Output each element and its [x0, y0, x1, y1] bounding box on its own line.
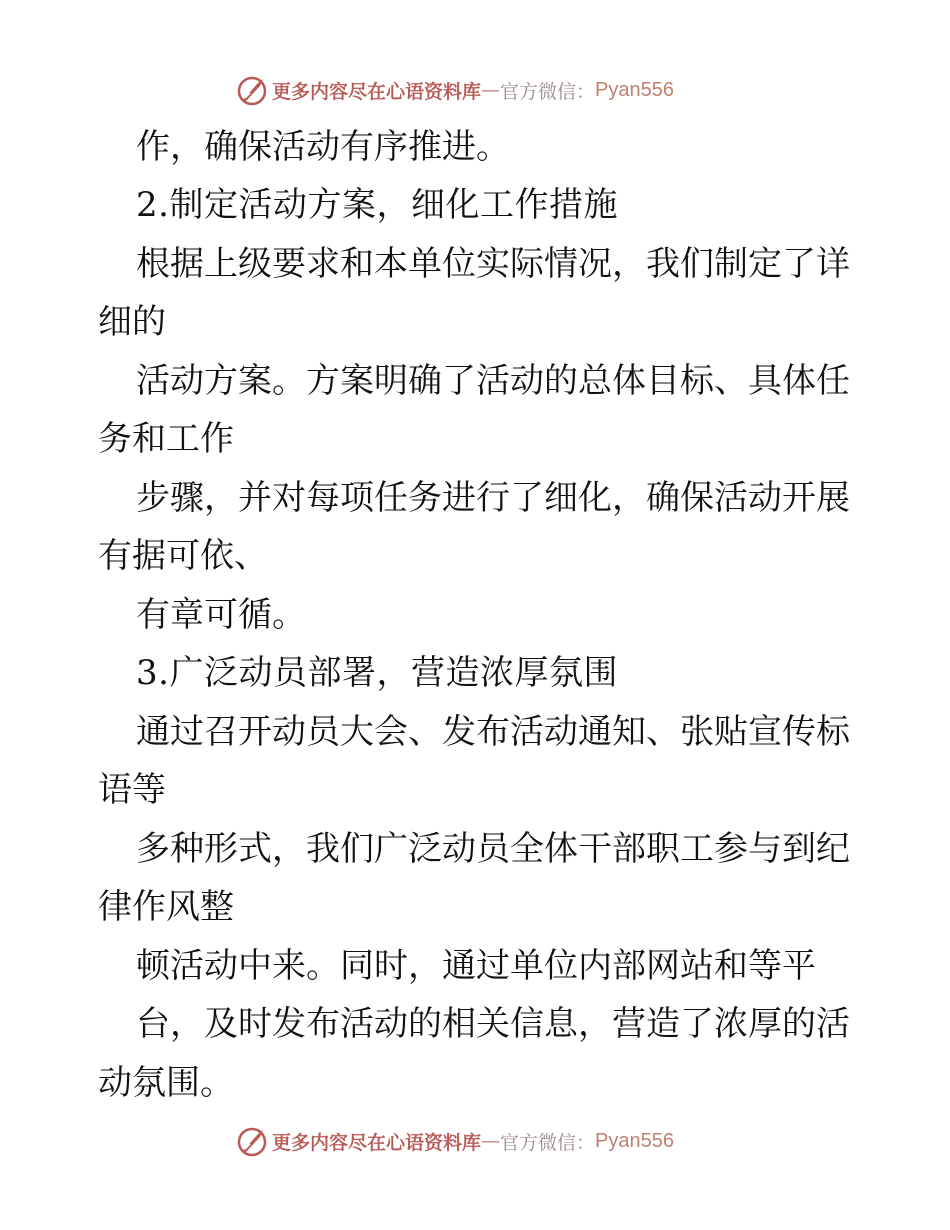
body-line: 有据可依、 — [98, 536, 268, 576]
body-line: 根据上级要求和本单位实际情况，我们制定了详 — [136, 244, 850, 284]
footer-banner — [236, 1124, 674, 1158]
body-line: 通过召开动员大会、发布活动通知、张贴宣传标 — [136, 712, 850, 752]
quill-pen-logo-icon — [236, 74, 268, 106]
banner-separator: — — [481, 79, 501, 101]
body-line: 作，确保活动有序推进。 — [136, 127, 510, 167]
body-line: 务和工作 — [98, 419, 234, 459]
body-line: 多种形式，我们广泛动员全体干部职工参与到纪 — [136, 829, 850, 869]
body-line: 细的 — [98, 302, 166, 342]
banner-text: 更多内容尽在心语资料库 — [272, 80, 482, 103]
banner-wechat-id: Pyan556 — [595, 78, 674, 101]
body-line: 台，及时发布活动的相关信息，营造了浓厚的活 — [136, 1004, 850, 1044]
banner-wechat-id: Pyan556 — [595, 1129, 674, 1152]
banner-text: 更多内容尽在心语资料库 — [272, 1131, 482, 1154]
section-heading: 2.制定活动方案，细化工作措施 — [136, 185, 618, 225]
body-line: 律作风整 — [98, 887, 234, 927]
body-line: 步骤，并对每项任务进行了细化，确保活动开展 — [136, 478, 850, 518]
banner-separator: — — [481, 1130, 501, 1152]
section-heading: 3.广泛动员部署，营造浓厚氛围 — [136, 653, 618, 693]
body-line: 顿活动中来。同时，通过单位内部网站和等平 — [136, 946, 816, 986]
body-line: 活动方案。方案明确了活动的总体目标、具体任 — [136, 361, 850, 401]
header-banner — [236, 73, 674, 107]
quill-pen-logo-icon — [236, 1125, 268, 1157]
body-line: 动氛围。 — [98, 1063, 234, 1103]
body-line: 语等 — [98, 770, 166, 810]
banner-wechat-label: 官方微信： — [500, 80, 596, 103]
banner-wechat-label: 官方微信： — [500, 1131, 596, 1154]
body-line: 有章可循。 — [136, 595, 306, 635]
